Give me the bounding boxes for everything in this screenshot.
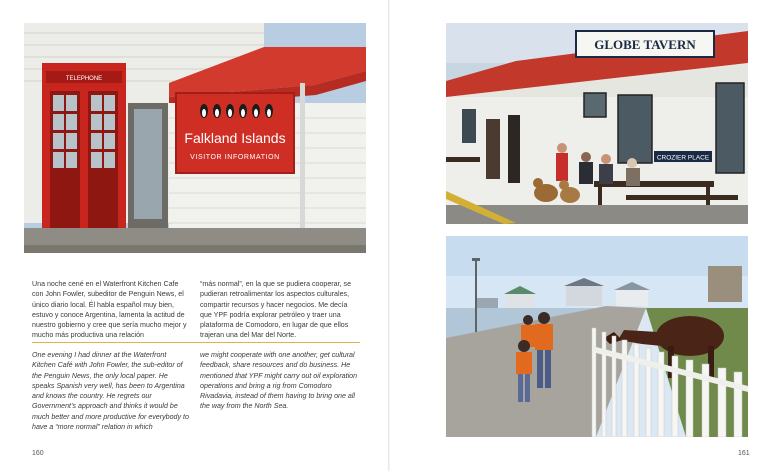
spanish-text-column-2: “más normal”, en la que se pudiera cooperar, se pudieran retroalimentar los aspectos culturales, compartir recursos y hacer negocios. Me decía que YPF podría explorar petróleo y traer una plataforma de Comodoro, en lugar de que ellos trajeran una del Mar del Norte. <box>200 280 352 340</box>
globe-tavern-illustration <box>446 23 748 224</box>
page-number-right: 161 <box>738 450 750 457</box>
sign-title: Falkland Islands <box>184 130 286 146</box>
english-text-column-2: we might cooperate with one another, get cultural feedback, share resources and do business. He mentioned that YPF might carry out oil exploration operations and bring a rig from Comodoro Rivadavia, instead of them having to bring one all the way from the North Sea. <box>200 351 358 411</box>
globe-tavern-photo <box>446 23 748 224</box>
page-gutter <box>388 0 390 471</box>
children-with-horse-illustration <box>446 236 748 437</box>
children-with-horse-photo <box>446 236 748 437</box>
english-text-column-1: One evening I had dinner at the Waterfront Kitchen Café with John Fowler, the sub-editor of the Penguin News, the only local paper. He speaks Spanish very well, has been to Argentina and knows the country. He regrets our Government’s approach and thinks it would be much better and more productive for everybody to have a “more normal” relation in which <box>32 351 189 432</box>
section-divider <box>32 342 360 343</box>
tavern-sign-text: GLOBE TAVERN <box>594 37 696 52</box>
sign-subtitle: VISITOR INFORMATION <box>190 154 280 161</box>
street-sign-text: CROZIER PLACE <box>656 154 710 162</box>
spanish-text-column-1: Una noche cené en el Waterfront Kitchen Cafe con John Fowler, subeditor de Penguin News, el único diario local. Él habla español muy bien, estuvo y conoce Argentina, lamenta la actitud de nuestro gobierno y cree que sería mucho mejor y mucho más productiva una relación <box>32 280 187 340</box>
visitor-centre-illustration <box>24 23 366 253</box>
page-number-left: 160 <box>32 450 44 457</box>
visitor-centre-photo <box>24 23 366 253</box>
telephone-label: TELEPHONE <box>65 76 103 82</box>
